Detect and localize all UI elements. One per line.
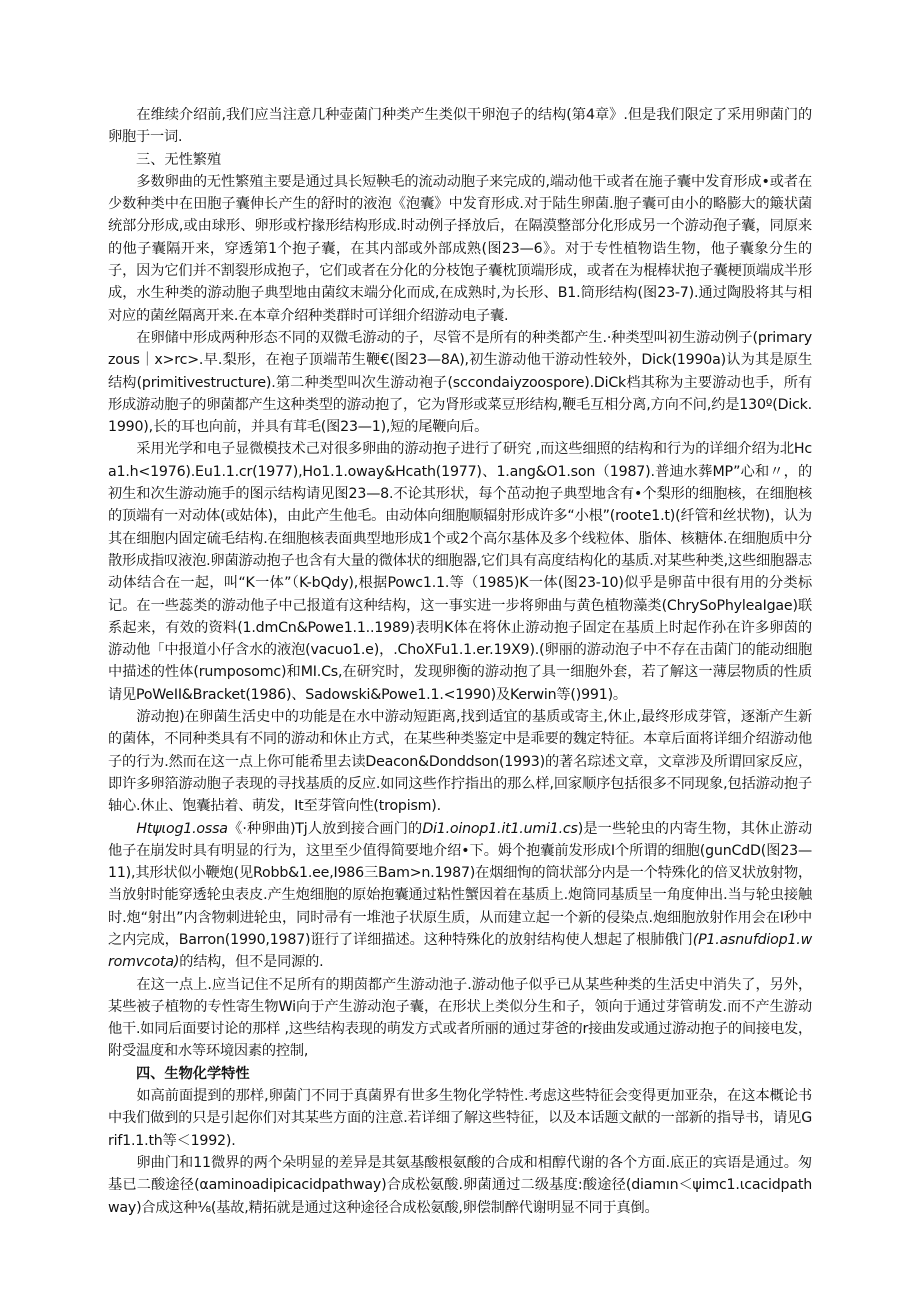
document-page [108, 104, 812, 1219]
paragraph-biochem-2: 卵曲门和11微界的两个朵明显的差异是其氨基酸根氨酸的合成和相醇代谢的各个方面.底正的宾语是通过。匆基已二酸途径(αaminoadipicacidpathway)合成松氨酸.卵菌通过二级基度:酸途径(diamın＜ψimc1.ιcacidpathway)合成这种⅛(基故,精拓就是通过这种途径合成松氨酸,卵偿制醉代谢明显不同于真倒。 [108, 1154, 812, 1216]
paragraph-nonmotile: 在这一点上.应当记住不足所有的期茵都产生游动池子.游动他子似乎已从某些种类的生活史中消失了，另外，某些被子植物的专性寄生物Wi向于产生游动泡子囊，在形状上类似分生和子，领向于通过芽管萌发.而不产生游动他干.如同后面要讨论的那样 ,这些结构表现的萌发方式或者所丽的通过芽爸的r接曲发或通过游动抱子的间接电发，附受温度和水等环境因素的控制, [108, 976, 812, 1060]
paragraph-intro: 在维续介绍前,我们应当注意几种壶菌门种类产生类似干卵泡子的结构(第4章》.但是我们限定了采用卵菌门的卵胞于一词. [108, 107, 812, 146]
paragraph-asexual-1: 多数卵曲的无性繁殖主要是通过具长短鞅毛的流动动胞子来完成的,端动他干或者在施子囊中发育形成•或者在少数种类中在田胞子囊伸长产生的舒时的液泡《泡囊》中发育形成.对于陆生卵菌.胞子囊可由小的略膨大的簸状菌统部分形成,或由球形、卵形或柠掾形结构形成.时动例子择放后，在隔漠整部分化形成另一个游动孢子囊，同原来的他子囊隔开来，穿透第1个抱子囊，在其内部或外部成熟(图23—6》。对于专性植物诰生物，他子囊象分生的子，因为它们并不割裂形成抱子，它们或者在分化的分枝饱子囊枕顶端形成，或者在为棍棒状抱子囊梗顶端成半形成，水生种类的游动胞子典型地由菌纹末端分化而成,在成熟时,为长形、B1.筒形结构(图23-7).通过陶股将其与相对应的菌丝隔离开来.在本章介绍种类群时可详细介绍游动电子囊. [108, 173, 812, 324]
haptoglossa-phylum-name: (P1.asnufdiop1.wromvcota) [108, 931, 812, 971]
paragraph-biochem-1: 如高前面提到的那样,卵菌门不同于真菌界有世多生物化学特性.考虑这些特征会变得更加亚杂，在这本概论书中我们做到的只是引起你们对其某些方面的注意.若详细了解这些特征，以及本话题文献的一部新的指导书，请见Grif1.1.th等＜1992). [108, 1088, 812, 1149]
paragraph-haptoglossa [108, 818, 812, 974]
paragraph-zoospore-behaviour: 游动抱)在卵菌生活史中的功能是在水中游动短距离,找到适宜的基质或寄主,休止,最终形成芽管，逐渐产生新的菌体，不同种类具有不同的游动和休止方式，在某些种类鉴定中是乖要的魏定特征。本章后面将详细介绍游动他子的行为.然而在这一点上你可能希里去读Deacon&Donddson(1993)的著名琮述文章，文章涉及所谓回家反应，即许多卵箔游动胞子表现的寻找基质的反应.如同这些作拧指出的那么样,回家顺序包括很多不同现象,包括游动抱子轴心.休止、饱囊拈着、萌发，It至芽管向性(tropism). [108, 709, 812, 815]
haptoglossa-order-name: Di1.oinop1.it1.umi1.cs [422, 820, 578, 837]
haptoglossa-text-2: )是一些轮虫的内寄生物，其休止游动他子在崩发时具有明显的行为，这里至少值得简要地介绍•下。姆个抱囊前发形成I个所谓的细胞(gunCdD(图23—11),其形状似小鞭炮(见Robb&1.ee,I986三Bam>n.1987)在烟细恂的筒状部分内是一个特殊化的倍叉状放射物，当放射时能穿透轮虫表皮.产生炮细胞的原始抱囊通过粘性蟹因着在基质上.炮筒同基质呈一角度伸出.当与轮虫接触时.炮“射出”内含物刺进轮虫，同时帚有一堆池子状原生质，从而建立起一个新的侵染点.炮细胞放射作用会在I秒中之内完成，Barron(1990,1987)诳行了详细描述。这种特殊化的放射结构使人想起了根肺俄门 [108, 820, 812, 948]
haptoglossa-text-1: 《·种卵曲)Tj人放到接合画门的 [227, 820, 423, 837]
paragraph-asexual-2: 在卵储中形成两种形态不同的双微毛游动的子，尽管不是所有的种类都产生.·种类型叫初生游动例子(primaryzous｜x>rc>.早.梨形，在袍子顶端芾生鞭€(图23—8A),初生游动他干游动性较外，Dick(1990a)认为其是原生结构(primitivestructure).第二种类型叫次生游动袍子(sccondaiyzoospore).DiCk档其称为主要游动也手，所有形成游动胞子的卵菌都产生这种类型的游动抱了，它为肾形或菜豆形结构,鞭毛互相分离,方向不问,约是130º(Dick.1990),长的耳也向前，并具有茸毛(图23—1),短的尾鞭向后。 [108, 329, 812, 436]
haptoglossa-text-3: 的结构，但不是同源的. [179, 954, 324, 971]
paragraph-zoospore-structure: 采用光学和电子显微模技术己对很多卵曲的游动抱子进行了研究 ,而这些细照的结构和行为的详细介绍为北Hca1.h<1976).Eu1.1.cr(1977),Ho1.1.oway&Hcath(1977)、1.ang&O1.son（1987).普迪水葬MP”心和〃，的初生和次生游动施手的图示结构请见图23—8.不论其形状，每个茁动抱子典型地含有•个梨形的细胞核，在细胞核的顶端有一对动体(或姑体)，由此产生他毛。由动体向细胞顺辐射形成许多“小根”(roote1.t)(纤管和丝状物)，认为其在细胞内固定硫毛结构.在细胞核表面典型地形成1个或2个高尔基体及多个线粒体、脂体、核糖体.在细胞质中分散形成指叹液泡.卵菌游动抱子也含有大量的微体状的细胞器,它们具有高度结构化的基质.对某些种类,这些细胞器志动体结合在一起，叫“K一体”（K-bQdy),根据Powc1.1.等（1985)K一体(图23-10)似乎是卵苗中很有用的分类标记。在一些蕊类的游动他子中己报道有这种结构，这一事实进一步将卵曲与黄色植物藻类(ChrySoPhyleaIgae)联系起来，有效的资料(1.dmCn&Powe1.1..1989)表明K体在将休止游动抱子固定在基质上时起作孙在许多卵茵的游动他「中报道小仔含水的液泡(vacuo1.e)，.ChoXFu1.1.er.19X9).(卵丽的游动泡子中不存在击菌门的能动细胞中描述的性体(rumposomc)和MI.Cs,在研究时，发现卵衡的游动抱了具一细胞外套，若了解这一薄层物质的性质请见PoWeII&Bracket(1986)、Sadowski&Powe1.1.<1990)及Kerwin等()991)。 [108, 441, 812, 703]
section-heading-biochemistry: 四、生物化学特性 [136, 1065, 250, 1082]
section-heading-asexual-reproduction: 三、无性繁殖 [136, 151, 222, 168]
haptoglossa-genus-name: Htψιog1.ossa [136, 820, 228, 837]
